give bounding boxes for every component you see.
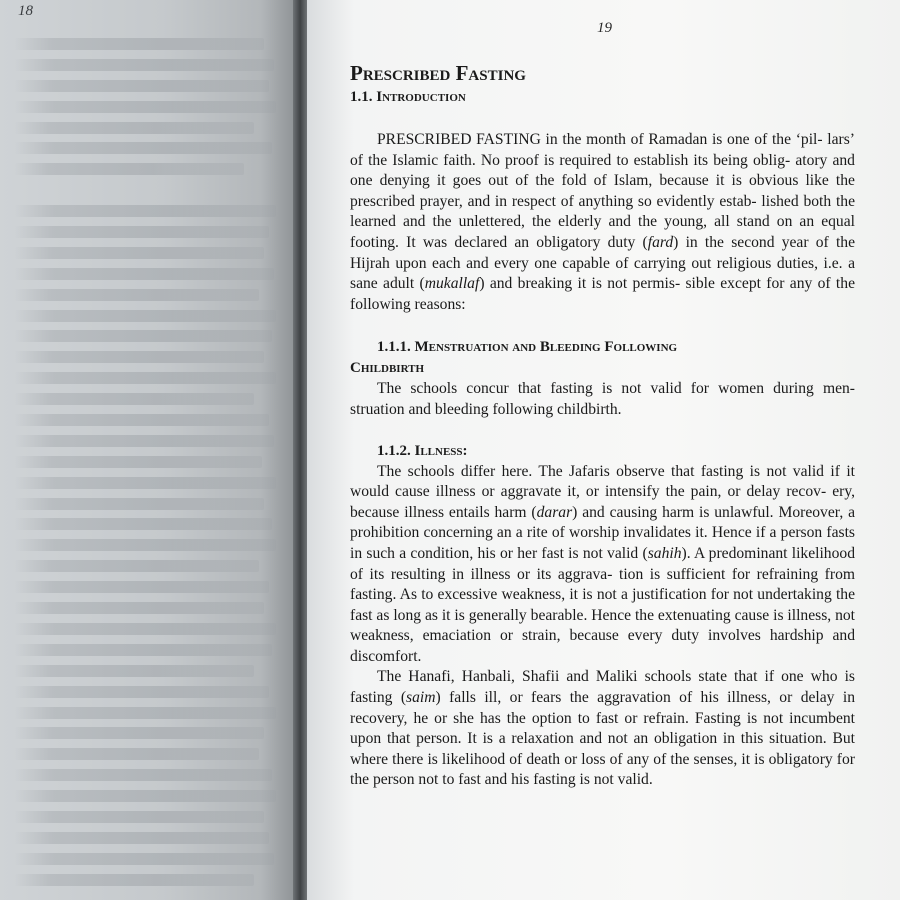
menstruation-paragraph: The schools concur that fasting is not valid for women during men- struation and bleeding following childbirth. — [350, 380, 855, 418]
ghost-line — [14, 289, 259, 301]
ghost-line — [14, 80, 269, 92]
left-page-number: 18 — [18, 3, 33, 19]
ghost-line — [14, 686, 269, 698]
ghost-line — [14, 790, 276, 802]
ghost-line — [14, 163, 244, 175]
right-page-number: 19 — [597, 20, 612, 36]
ghost-line — [14, 832, 269, 844]
ghost-line — [14, 268, 274, 280]
right-page — [307, 0, 900, 900]
ghost-line — [14, 874, 254, 886]
ghost-line — [14, 226, 269, 238]
bleed-through-text — [0, 38, 292, 895]
ghost-line — [14, 560, 259, 572]
section-heading: 1.1. Introduction — [350, 89, 466, 105]
ghost-line — [14, 644, 272, 656]
illness-paragraph-2: The Hanafi, Hanbali, Shafii and Maliki schools state that if one who is fasting (saim) falls ill, or fears the aggravation of his illness, or delay in recovery, he or she has the option to fast or refrain. Fasting is not incumbent upon that person. It is a relaxation and not an obligation in this situation. But where there is likelihood of death or loss of any of the senses, it is obligatory for the person not to fast and his fasting is not valid. — [350, 668, 856, 789]
ghost-line — [14, 414, 269, 426]
ghost-line — [14, 310, 276, 322]
ghost-line — [14, 602, 264, 614]
ghost-line — [14, 122, 254, 134]
ghost-line — [14, 393, 254, 405]
ghost-line — [14, 59, 274, 71]
ghost-line — [14, 811, 264, 823]
ghost-line — [14, 498, 264, 510]
page-content — [350, 58, 855, 791]
ghost-line — [14, 707, 276, 719]
ghost-line — [14, 372, 276, 384]
ghost-line — [14, 518, 272, 530]
ghost-line — [14, 581, 269, 593]
left-page — [0, 0, 296, 900]
subsection-heading-menstruation: 1.1.1. Menstruation and Bleeding Following Childbirth — [350, 339, 678, 377]
ghost-line — [14, 435, 274, 447]
ghost-line — [14, 456, 262, 468]
ghost-line — [14, 142, 272, 154]
ghost-line — [14, 623, 276, 635]
ghost-line — [14, 101, 276, 113]
ghost-line — [14, 38, 264, 50]
illness-paragraph-1: The schools differ here. The Jafaris observe that fasting is not valid if it would cause illness or aggravate it, or intensify the pain, or delay recov- ery, because illness entails harm (darar) and causing harm is unlawful. Moreover, a prohibition concerning an a rite of worship invalidates it. Hence if a person fasts in such a condition, his or her fast is not valid (sahih). A predominant likelihood of its resulting in illness or its aggrava- tion is sufficient for refraining from fasting. As to excessive weakness, it is not a justification for not undertaking the fast as long as it is generally bearable. Hence the extenuating cause is illness, not weakness, emaciation or strain, because every duty involves hardship and discomfort. — [350, 462, 856, 665]
ghost-line — [14, 351, 264, 363]
ghost-line — [14, 330, 272, 342]
ghost-line — [14, 748, 259, 760]
ghost-line — [14, 247, 264, 259]
intro-paragraph: PRESCRIBED FASTING in the month of Ramadan is one of the ‘pil- lars’ of the Islamic faith. No proof is required to establish its being oblig- atory and one denying it goes out of the fold of Islam, because it is obvious like the prescribed prayer, and in respect of anything so evidently estab- lished both the learned and the unlettered, the elderly and the young, all stand on an equal footing. It was declared an obligatory duty (fard) in the second year of the Hijrah upon each and every one capable of carrying out religious duties, i.e. a sane adult (mukallaf) and breaking it is not permis- sible except for any of the following reasons: — [350, 131, 856, 313]
chapter-title: Prescribed Fasting — [350, 61, 526, 85]
ghost-line — [14, 853, 274, 865]
ghost-line — [14, 665, 254, 677]
subsection-heading-illness: 1.1.2. Illness: — [377, 442, 468, 459]
ghost-line — [14, 477, 276, 489]
ghost-line — [14, 727, 264, 739]
ghost-line — [14, 769, 272, 781]
ghost-line — [14, 205, 276, 217]
ghost-line — [14, 539, 276, 551]
